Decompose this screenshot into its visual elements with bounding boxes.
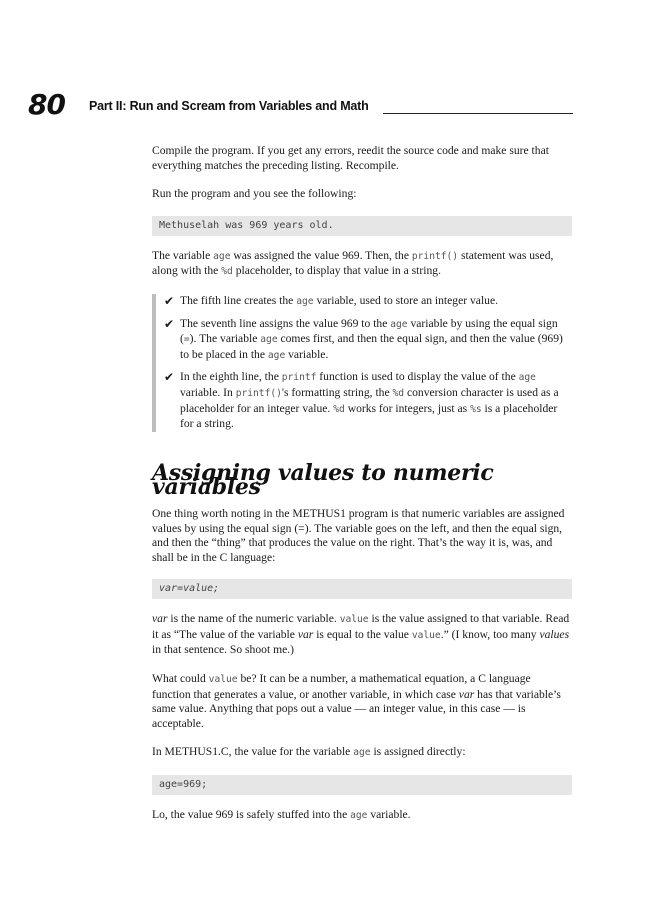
paragraph-run: Run the program and you see the following:: [152, 187, 357, 201]
list-item: ✔ In the eighth line, the printf function is used to display the value of the age variable. In printf()'s formatting string, the %d conversion character is used as a placeholder for an integer value. %d works for integers, just as %s is a placeholder for a string.: [164, 370, 559, 431]
paragraph-var-meaning: var is the name of the numeric variable. value is the value assigned to that variable. Read it as “The value of the variable var is equal to the value value.” (I know, too many values in that sentence. So shoot me.): [152, 612, 570, 657]
code-age-assign: age=969;: [152, 775, 572, 795]
page-number: 80: [28, 88, 65, 121]
running-head: Part II: Run and Scream from Variables and Math: [89, 99, 369, 113]
code-var-value: var=value;: [152, 579, 572, 599]
page-body: [152, 144, 572, 838]
paragraph-age-explained: The variable age was assigned the value 969. Then, the printf() statement was used, along with the %d placeholder, to display that value in a string.: [152, 248, 554, 278]
section-heading: Assigning values to numeric variables: [152, 459, 494, 501]
check-icon: ✔: [164, 293, 175, 308]
check-icon: ✔: [164, 370, 175, 385]
paragraph-lo: Lo, the value 969 is safely stuffed into the age variable.: [152, 808, 411, 822]
header-rule: [383, 113, 573, 114]
code-printf: printf(): [411, 250, 459, 262]
paragraph-what-could-value-be: What could value be? It can be a number, a mathematical equation, a C language function that generates a value, or another variable, in which case var has that variable’s same value. Anything that pops out a value — an integer value, in this case — is acceptable.: [152, 672, 561, 730]
list-item: ✔ The seventh line assigns the value 969 to the age variable by using the equal sign (=). The variable age comes first, and then the equal sign, and then the value (969) to be placed in the age variable.: [164, 317, 572, 364]
paragraph-methus1: In METHUS1.C, the value for the variable age is assigned directly:: [152, 745, 466, 759]
check-icon: ✔: [164, 316, 175, 331]
list-item: ✔ The fifth line creates the age variable, used to store an integer value.: [164, 293, 499, 308]
code-output: Methuselah was 969 years old.: [152, 216, 572, 236]
code-age: age: [213, 250, 231, 262]
code-percent-d: %d: [221, 266, 233, 278]
paragraph-compile: Compile the program. If you get any errors, reedit the source code and make sure that everything matches the preceding listing. Recompile.: [152, 144, 549, 172]
paragraph-equal-sign: One thing worth noting in the METHUS1 program is that numeric variables are assigned values by using the equal sign (=). The variable goes on the left, and then the equal sign, and then the “thing” that produces the value on the right. That’s the way it is, was, and shall be in the C language:: [152, 506, 565, 564]
bullet-list: [152, 294, 572, 432]
